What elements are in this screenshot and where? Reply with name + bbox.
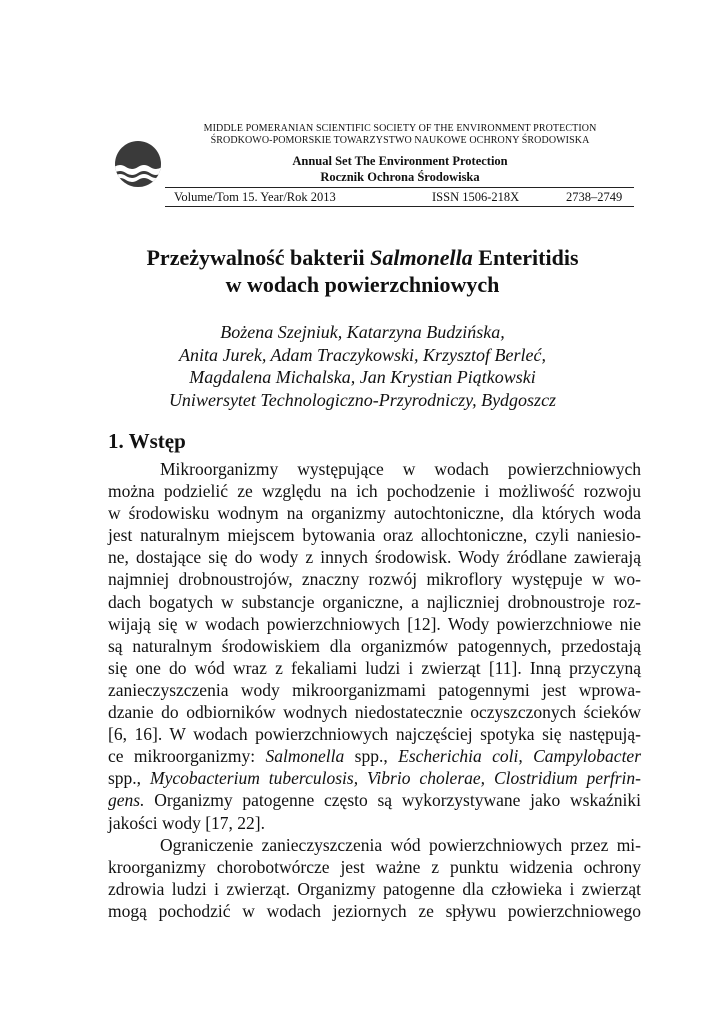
text-line: dach bogatych w substancje organiczne, a najliczniej drobnoustroje roz- bbox=[108, 591, 641, 612]
section-heading: 1. Wstęp bbox=[108, 429, 186, 453]
issn: ISSN 1506-218X bbox=[432, 190, 520, 204]
header-rule-bottom bbox=[165, 206, 634, 207]
text-line bbox=[108, 745, 641, 767]
page-range: 2738–2749 bbox=[566, 190, 623, 204]
text-line: Ograniczenie zanieczyszczenia wód powierzchniowych przez mi- bbox=[160, 834, 641, 855]
publisher-header bbox=[180, 123, 620, 147]
title-italic: Salmonella bbox=[370, 245, 473, 270]
text-line: [6, 16]. W wodach powierzchniowych najczęściej spotyka się następują- bbox=[108, 724, 641, 745]
title-line-2: w wodach powierzchniowych bbox=[225, 272, 500, 297]
journal-title bbox=[180, 153, 620, 185]
author-list bbox=[90, 321, 635, 411]
article-title bbox=[90, 244, 635, 298]
species-name: gens. bbox=[108, 790, 145, 811]
text-line bbox=[108, 767, 641, 789]
text-line: ne, dostające się do wody z innych środowisk. Wody źródlane zawierają bbox=[108, 547, 641, 568]
authors-line-2: Anita Jurek, Adam Traczykowski, Krzysztof Berleć, bbox=[179, 344, 546, 365]
text-line: kroorganizmy chorobotwórcze jest ważne z punktu widzenia ochrony bbox=[108, 856, 641, 877]
text-line: są naturalnym środowiskiem dla organizmów patogennych, przedostają bbox=[108, 635, 641, 656]
text-fragment: Organizmy patogenne często są wykorzystywane jako wskaźniki bbox=[144, 790, 641, 811]
text-line: zdrowia ludzi i zwierząt. Organizmy patogenne dla człowieka i zwierząt bbox=[108, 878, 641, 899]
species-name: Escherichia coli, Campylobacter bbox=[398, 746, 642, 767]
section-body bbox=[108, 458, 641, 922]
text-fragment: spp., bbox=[344, 746, 399, 767]
journal-title-en: Annual Set The Environment Protection bbox=[292, 154, 508, 168]
affiliation: Uniwersytet Technologiczno-Przyrodniczy, Bydgoszcz bbox=[168, 389, 557, 410]
text-line: zanieczyszczenia wody mikroorganizmami patogennymi jest wprowa- bbox=[108, 679, 641, 700]
text-line: wijają się w wodach powierzchniowych [12]. Wody powierzchniowe nie bbox=[108, 613, 641, 634]
text-line: się one do wód wraz z fekaliami ludzi i zwierząt [11]. Inną przyczyną bbox=[108, 657, 641, 678]
society-name-en: MIDDLE POMERANIAN SCIENTIFIC SOCIETY OF THE ENVIRONMENT PROTECTION bbox=[203, 123, 597, 134]
text-fragment: ce mikroorganizmy: bbox=[108, 746, 266, 767]
species-name: Salmonella bbox=[265, 746, 345, 767]
volume-info bbox=[165, 189, 634, 205]
species-name: Mycobacterium tuberculosis, Vibrio cholerae, Clostridium perfrin- bbox=[150, 768, 642, 789]
authors-line-3: Magdalena Michalska, Jan Krystian Piątkowski bbox=[189, 367, 536, 387]
society-name-pl: ŚRODKOWO-POMORSKIE TOWARZYSTWO NAUKOWE OCHRONY ŚRODOWISKA bbox=[210, 135, 590, 146]
text-line: w środowisku wodnym na organizmy autochtoniczne, dla których woda bbox=[108, 503, 641, 524]
title-text-end: Enteritidis bbox=[472, 245, 579, 270]
text-line: Mikroorganizmy występujące w wodach powierzchniowych bbox=[160, 459, 641, 479]
text-line: jakości wody [17, 22]. bbox=[108, 812, 265, 833]
text-line: dzanie do odbiorników wodnych niedostatecznie oczyszczonych ścieków bbox=[108, 702, 641, 723]
text-line bbox=[108, 789, 641, 811]
text-line: jest naturalnym miejscem bytowania oraz allochtoniczne, czyli naniesio- bbox=[108, 525, 641, 546]
title-text: Przeżywalność bakterii bbox=[146, 245, 371, 270]
header-rule-top bbox=[165, 187, 634, 188]
journal-title-pl: Rocznik Ochrona Środowiska bbox=[320, 170, 480, 184]
text-line: najmniej drobnoustrojów, znaczny rozwój mikroflory występuje w wo- bbox=[108, 569, 641, 590]
text-line: można podzielić ze względu na ich pochodzenie i możliwość rozwoju bbox=[108, 481, 641, 502]
volume-year: Volume/Tom 15. Year/Rok 2013 bbox=[174, 190, 336, 204]
text-line: mogą pochodzić w wodach jeziornych ze spływu powierzchniowego bbox=[108, 900, 641, 921]
text-fragment: spp., bbox=[108, 768, 151, 789]
authors-line-1: Bożena Szejniuk, Katarzyna Budzińska, bbox=[220, 322, 505, 342]
journal-logo-icon bbox=[114, 140, 162, 188]
